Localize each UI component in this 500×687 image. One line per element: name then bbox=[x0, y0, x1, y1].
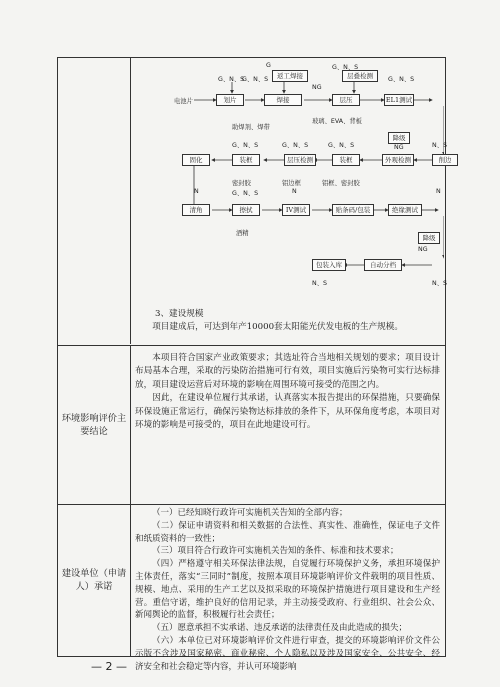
flow-label-gns-8: G、N、S bbox=[232, 190, 259, 197]
flow-box-framing: 装框 bbox=[232, 154, 260, 166]
flow-box-layup-check: 层叠检测 bbox=[342, 70, 378, 82]
flow-label-gns-2: G、N、S bbox=[242, 76, 269, 83]
flow-label-sealant: 密封胶 bbox=[232, 180, 251, 187]
flow-label-gns-1: G、N、S bbox=[218, 76, 245, 83]
flow-box-corner: 清角 bbox=[182, 204, 210, 216]
flow-label-ng-3: NG bbox=[418, 246, 428, 253]
flow-label-ns-1: N、S bbox=[432, 142, 448, 149]
commitment-item-6: （六）本单位已对环境影响评价文件进行审查，提交的环境影响评价文件公示版不含涉及国家秘密、商业秘密、个人隐私以及涉及国家安全、公共安全、经济安全和社会稳定等内容，并认可环境影响 bbox=[135, 635, 440, 672]
flow-label-n-3: N bbox=[436, 188, 441, 195]
flow-label-alframe: 铝边框 bbox=[282, 180, 301, 187]
flow-label-alcohol: 酒精 bbox=[236, 230, 249, 237]
scale-text: 项目建成后，可达到年产10000套太阳能光伏发电板的生产规模。 bbox=[152, 322, 403, 333]
flow-box-cutting: 划片 bbox=[216, 94, 244, 106]
flow-label-g: G bbox=[266, 62, 271, 69]
flow-box-downgrade-2: 降级 bbox=[418, 232, 440, 244]
flow-label-gns-3: G、N、S bbox=[332, 64, 359, 71]
flow-label-gns-7: G、N、S bbox=[328, 142, 355, 149]
flow-box-curing: 固化 bbox=[182, 154, 210, 166]
commitment-row bbox=[58, 504, 445, 672]
flow-label-gns-6: G、N、S bbox=[282, 142, 309, 149]
input-label: 电池片 bbox=[174, 98, 193, 105]
page-number: — 2 — bbox=[91, 660, 127, 673]
flow-label-ng-1: NG bbox=[312, 84, 322, 91]
flow-label-frame-sealant: 铝框、密封胶 bbox=[322, 180, 360, 187]
flow-label-materials: 玻璃、EVA、背板 bbox=[312, 118, 362, 125]
flow-box-trimming: 削边 bbox=[432, 154, 458, 166]
flow-box-lamination: 层压 bbox=[332, 94, 360, 106]
commitment-item-2: （二）保证申请资料和相关数据的合法性、真实性、准确性，保证电子文件和纸质资料的一致性； bbox=[135, 520, 440, 544]
flow-box-storage: 包装入库 bbox=[312, 259, 346, 271]
flow-label-ng-2: NG bbox=[394, 144, 404, 151]
flow-box-visual-check: 外观检测 bbox=[382, 154, 414, 166]
commitment-label: 建设单位（申请人）承诺 bbox=[61, 568, 127, 592]
flow-box-label-pack: 贴条码/包装 bbox=[332, 204, 374, 216]
flow-label-n-2: N bbox=[292, 188, 297, 195]
form-table bbox=[57, 57, 452, 672]
flow-label-n-1: N bbox=[194, 188, 199, 195]
flow-box-lam-check: 层压检测 bbox=[284, 154, 316, 166]
flow-box-welding: 焊接 bbox=[264, 94, 302, 106]
commitment-item-5: （五）愿意承担不实承诺、违反承诺的法律责任及由此造成的损失； bbox=[152, 623, 408, 634]
commitment-item-4: （四）严格遵守相关环保法律法规，自觉履行环境保护义务，承担环境保护主体责任，落实“三同时”制度，按照本项目环境影响评价文件载明的项目性质、规模、地点、采用的生产工艺以及拟采取的环境保护措施进行项目建设和生产经营。重信守诺，维护良好的信用记录，并主动接受政府、行业组织、社会公众、新闻舆论的监督，积极履行社会责任； bbox=[135, 559, 440, 621]
process-row bbox=[58, 58, 452, 344]
flow-box-wipe: 擦拭 bbox=[232, 204, 260, 216]
scale-title: 3、建设规模 bbox=[155, 309, 204, 319]
flow-box-insulation: 绝缘测试 bbox=[388, 204, 422, 216]
flow-label-gns-4: G、N、S bbox=[388, 76, 415, 83]
flow-label-ns-3: N、S bbox=[432, 280, 448, 287]
flow-label-gns-5: G、N、S bbox=[232, 142, 259, 149]
flow-box-framing2: 装框 bbox=[332, 154, 360, 166]
flow-box-downgrade-1: 降级 bbox=[388, 132, 410, 144]
flow-box-el1: EL1测试 bbox=[385, 96, 413, 104]
commitment-content bbox=[135, 507, 440, 673]
flow-label-ns-2: N、S bbox=[312, 280, 328, 287]
flow-label-flux: 助焊剂、焊带 bbox=[232, 124, 270, 131]
flow-box-sorting: 自动分档 bbox=[364, 259, 402, 271]
conclusion-paragraph-1: 本项目符合国家产业政策要求；其选址符合当地相关规划的要求；项目设计布局基本合理，采取的污染防治措施可行有效，项目实施后污染物可实行达标排放，项目建设运营后对环境的影响在周围环境可接受的范围之内。 bbox=[135, 353, 440, 390]
conclusion-content bbox=[135, 352, 440, 432]
commitment-item-3: （三）项目符合行政许可实施机关告知的条件、标准和技术要求； bbox=[152, 546, 399, 557]
commitment-item-1: （一）已经知晓行政许可实施机关告知的全部内容； bbox=[152, 508, 348, 518]
flow-box-rework: 返工焊接 bbox=[272, 70, 308, 82]
flow-box-iv: IV测试 bbox=[282, 204, 310, 216]
conclusion-row bbox=[58, 345, 445, 504]
conclusion-label: 环境影响评价主要结论 bbox=[61, 413, 127, 437]
conclusion-paragraph-2: 因此，在建设单位履行其承诺，认真落实本报告提出的环保措施，只要确保环保设施正常运行，确保污染物达标排放的条件下，从环保角度考虑，本项目对环境的影响是可接受的，项目在此地建设可行。 bbox=[135, 393, 440, 431]
scale-section bbox=[135, 308, 440, 335]
